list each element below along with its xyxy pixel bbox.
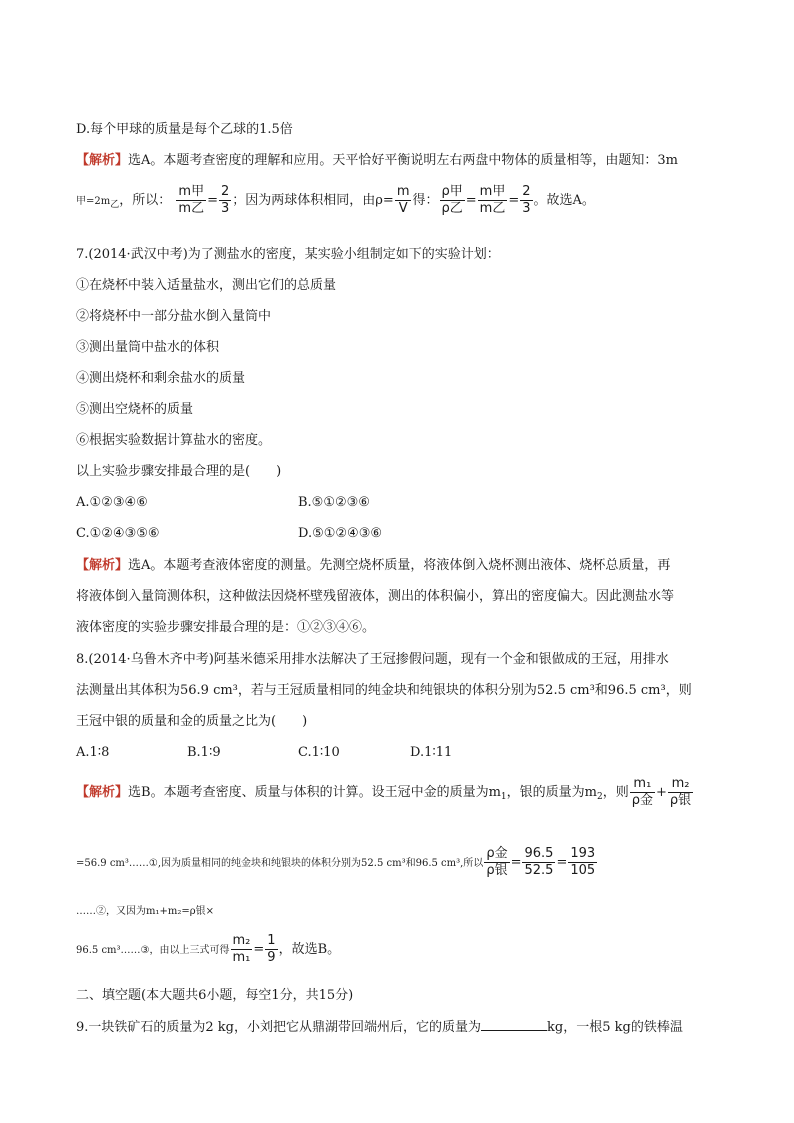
fraction-two-thirds-2: $\frac{2}{3}$ <box>522 184 531 216</box>
fraction-mass-ratio-2: $\frac{\text{m甲}}{\text{m乙}}$ <box>479 184 506 216</box>
q6-option-d: D.每个甲球的质量是每个乙球的1.5倍 <box>76 122 293 137</box>
q8-option-d: D.1∶11 <box>410 745 453 760</box>
q7-step-3: ③测出量筒中盐水的体积 <box>76 340 220 355</box>
q7-step-2: ②将烧杯中一部分盐水倒入量筒中 <box>76 309 272 324</box>
fraction-density-gold-silver: $\frac{\text{ρ金}}{\text{ρ银}}$ <box>486 846 508 878</box>
q7-step-5: ⑤测出空烧杯的质量 <box>76 402 194 417</box>
q8-stem-line1: 8.(2014·乌鲁木齐中考)阿基米德采用排水法解决了王冠掺假问题，现有一个金和银做成的王冠，用排水 <box>76 652 669 667</box>
q8-analysis-line4: 96.5 cm³……③，由以上三式可得 $\frac{\text{m₂}}{\text{m₁}}$ = $\frac{1}{9}$ ，故选B。 <box>76 933 341 965</box>
fraction-m1-gold: $\frac{\text{m₁}}{\text{ρ金}}$ <box>631 776 653 808</box>
fraction-m2-m1: $\frac{\text{m₂}}{\text{m₁}}$ <box>232 933 251 965</box>
q6-analysis-text: 选A。本题考查密度的理解和应用。天平恰好平衡说明左右两盘中物体的质量相等，由题知：3m <box>128 153 679 168</box>
q8-analysis-line3: ……②，又因为m₁+m₂=ρ银× <box>76 906 214 917</box>
q7-option-d: D.⑤①②④③⑥ <box>298 526 383 541</box>
answer-blank[interactable] <box>481 1018 547 1031</box>
fraction-density-ratio: $\frac{\text{ρ甲}}{\text{ρ乙}}$ <box>441 184 463 216</box>
q8-analysis-line1: 【解析】选B。本题考查密度、质量与体积的计算。设王冠中金的质量为$m_1$，银的质量为$m_2$，则 $\frac{\text{m₁}}{\text{ρ金}}$ + $\frac{\text{m₂}}{\text{ρ银}}$ <box>76 776 692 808</box>
q6-so: ，所以： <box>119 193 172 208</box>
q6-mass-relation: 甲=2m <box>76 196 111 207</box>
analysis-tag: 【解析】 <box>76 153 129 168</box>
q7-step-4: ④测出烧杯和剩余盐水的质量 <box>76 371 246 386</box>
q7-stem: 7.(2014·武汉中考)为了测盐水的密度，某实验小组制定如下的实验计划： <box>76 247 500 262</box>
q7-analysis-line3: 液体密度的实验步骤安排最合理的是：①②③④⑥。 <box>76 620 376 635</box>
fraction-simplified: $\frac{193}{105}$ <box>570 846 596 878</box>
fraction-two-thirds: $\frac{2}{3}$ <box>220 184 230 216</box>
q6-analysis-line2: 甲$=2m_乙$，所以： $\frac{\text{m甲}}{\text{m乙}}$ = $\frac{2}{3}$ ；因为两球体积相同，由ρ= $\frac{m}{V}$ 得： $\frac{\text{ρ甲}}{\text{ρ乙}}$ = $\frac{\text{m甲}}{\text{m乙}}$ = $\frac{2}{3}$ 。故选A。 <box>76 184 595 216</box>
section-heading-fill-in: 二、填空题(本大题共6小题，每空1分，共15分) <box>76 988 354 1003</box>
q7-question: 以上实验步骤安排最合理的是( ) <box>76 464 282 479</box>
q6-mass-sub: 乙 <box>110 200 120 210</box>
analysis-tag: 【解析】 <box>76 785 129 800</box>
q8-option-b: B.1∶9 <box>187 745 221 760</box>
q9-stem: 9.一块铁矿石的质量为2 kg，小刘把它从鼎湖带回端州后，它的质量为 kg，一根5 kg的铁棒温 <box>76 1020 683 1035</box>
fraction-m2-silver: $\frac{\text{m₂}}{\text{ρ银}}$ <box>669 776 692 808</box>
q8-option-c: C.1∶10 <box>298 745 340 760</box>
q7-analysis-line2: 将液体倒入量筒测体积，这种做法因烧杯壁残留液体，测出的体积偏小，算出的密度偏大。因此测盐水等 <box>76 589 675 604</box>
fraction-one-ninth: $\frac{1}{9}$ <box>267 933 276 965</box>
q7-option-a: A.①②③④⑥ <box>76 495 148 510</box>
fraction-density-formula: $\frac{m}{V}$ <box>396 184 410 216</box>
fraction-mass-ratio: $\frac{\text{m甲}}{\text{m乙}}$ <box>178 184 205 216</box>
q8-option-a: A.1∶8 <box>76 745 110 760</box>
q6-analysis-line1 <box>76 152 678 170</box>
q7-option-b: B.⑤①②③⑥ <box>298 495 370 510</box>
q8-stem-line3: 王冠中银的质量和金的质量之比为( ) <box>76 714 308 729</box>
q7-option-c: C.①②④③⑤⑥ <box>76 526 160 541</box>
q7-step-6: ⑥根据实验数据计算盐水的密度。 <box>76 433 272 448</box>
q8-analysis-line2: =56.9 cm³……①,因为质量相同的纯金块和纯银块的体积分别为52.5 cm³和96.5 cm³,所以 $\frac{\text{ρ金}}{\text{ρ银}}$ = $\frac{96.5}{52.5}$ = $\frac{193}{105}$ <box>76 846 596 878</box>
q6-end: 。故选A。 <box>533 193 595 208</box>
q6-mid: ；因为两球体积相同，由ρ= <box>232 193 394 208</box>
q8-stem-line2: 法测量出其体积为56.9 cm³，若与王冠质量相同的纯金块和纯银块的体积分别为52.5 cm³和96.5 cm³，则 <box>76 683 692 698</box>
q7-analysis-line1: 【解析】选A。本题考查液体密度的测量。先测空烧杯质量，将液体倒入烧杯测出液体、烧杯总质量，再 <box>76 558 671 573</box>
analysis-tag: 【解析】 <box>76 558 129 573</box>
fraction-volume-ratio: $\frac{96.5}{52.5}$ <box>524 846 554 878</box>
q7-step-1: ①在烧杯中装入适量盐水，测出它们的总质量 <box>76 278 337 293</box>
